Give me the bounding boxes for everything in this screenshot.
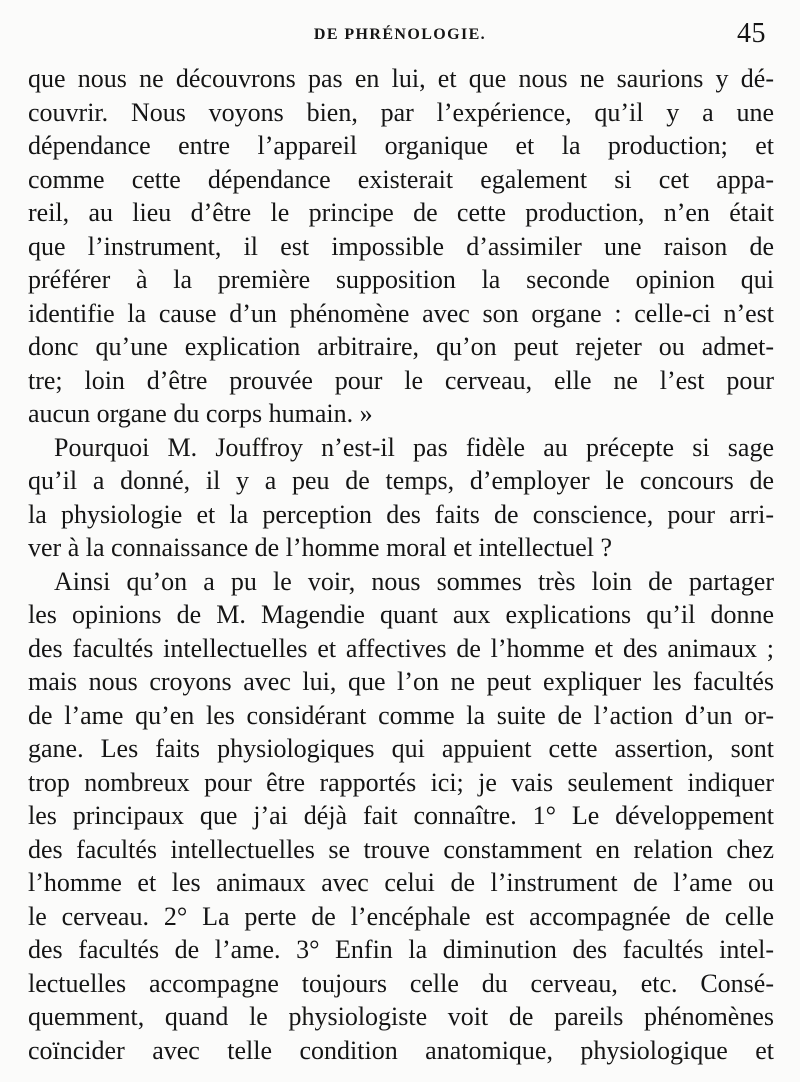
text-line: des facultés intellectuelles et affectives de l’homme et des animaux ; bbox=[28, 633, 774, 663]
running-title: DE PHRÉNOLOGIE. bbox=[313, 26, 487, 43]
text-line: trop nombreux pour être rapportés ici; je vais seulement indiquer bbox=[28, 767, 774, 797]
text-line: gane. Les faits physiologiques qui appuient cette assertion, sont bbox=[28, 734, 774, 763]
text-line: les principaux que j’ai déjà fait connaître. 1° Le développement bbox=[28, 801, 774, 830]
text-line: ver à la connaissance de l’homme moral et intellectuel ? bbox=[28, 533, 613, 562]
text-line: de l’ame qu’en les considérant comme la suite de l’action d’un or- bbox=[28, 700, 774, 730]
text-line: couvrir. Nous voyons bien, par l’expérience, qu’il y a une bbox=[28, 97, 774, 127]
body-text bbox=[28, 62, 774, 1067]
text-line: lectuelles accompagne toujours celle du cerveau, etc. Consé- bbox=[28, 968, 774, 998]
text-line: l’homme et les animaux avec celui de l’instrument de l’ame ou bbox=[28, 868, 774, 897]
text-line: tre; loin d’être prouvée pour le cerveau, elle ne l’est pour bbox=[28, 365, 774, 395]
text-line: Ainsi qu’on a pu le voir, nous sommes très loin de partager bbox=[54, 566, 774, 596]
text-line: le cerveau. 2° La perte de l’encéphale est accompagnée de celle bbox=[28, 901, 774, 931]
text-line: des facultés intellectuelles se trouve constamment en relation chez bbox=[28, 834, 774, 864]
text-line: que nous ne découvrons pas en lui, et que nous ne saurions y dé- bbox=[28, 64, 774, 93]
text-line: que l’instrument, il est impossible d’assimiler une raison de bbox=[28, 231, 774, 261]
text-line: comme cette dépendance existerait egalement si cet appa- bbox=[28, 164, 774, 194]
text-line: mais nous croyons avec lui, que l’on ne peut expliquer les facultés bbox=[28, 667, 774, 696]
text-line: quemment, quand le physiologiste voit de pareils phénomènes bbox=[28, 1002, 774, 1031]
text-line: la physiologie et la perception des faits de conscience, pour arri- bbox=[28, 499, 774, 529]
text-line: dépendance entre l’appareil organique et la production; et bbox=[28, 131, 774, 160]
text-line: préférer à la première supposition la seconde opinion qui bbox=[28, 265, 774, 294]
text-line: les opinions de M. Magendie quant aux explications qu’il donne bbox=[28, 600, 774, 629]
text-line: identifie la cause d’un phénomène avec son organe : celle-ci n’est bbox=[28, 298, 774, 328]
text-line: aucun organe du corps humain. » bbox=[28, 399, 373, 428]
text-line: des facultés de l’ame. 3° Enfin la diminution des facultés intel- bbox=[28, 935, 774, 964]
text-line: reil, au lieu d’être le principe de cette production, n’en était bbox=[28, 198, 774, 227]
text-line: donc qu’une explication arbitraire, qu’on peut rejeter ou admet- bbox=[28, 332, 774, 361]
text-line: Pourquoi M. Jouffroy n’est-il pas fidèle au précepte si sage bbox=[54, 432, 774, 462]
running-head bbox=[0, 16, 800, 56]
page-number: 45 bbox=[737, 18, 766, 49]
text-line: coïncider avec telle condition anatomique, physiologique et bbox=[28, 1035, 774, 1065]
text-line: qu’il a donné, il y a peu de temps, d’employer le concours de bbox=[28, 466, 774, 495]
